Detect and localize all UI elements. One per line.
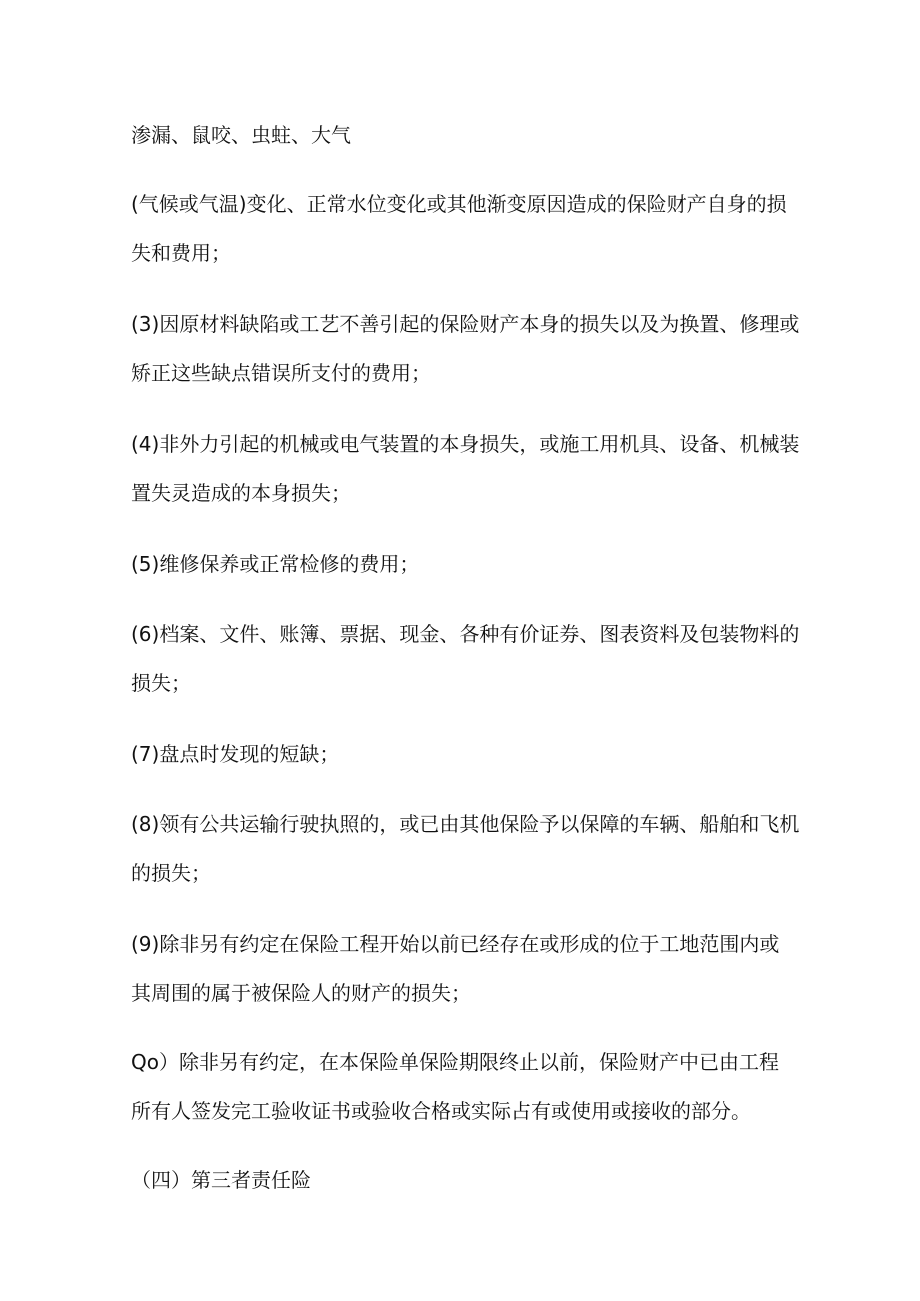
text-line: 其周围的属于被保险人的财产的损失； (131, 981, 471, 1005)
text-line: (9)除非另有约定在保险工程开始以前已经存在或形成的位于工地范围内或 (131, 932, 780, 956)
text-line: 矫正这些缺点错误所支付的费用； (131, 361, 431, 385)
text-line: 损失； (131, 671, 191, 695)
text-line: 失和费用； (131, 241, 231, 265)
text-line: 所有人签发完工验收证书或验收合格或实际占有或使用或接收的部分。 (131, 1099, 751, 1123)
text-line: (气候或气温)变化、正常水位变化或其他渐变原因造成的保险财产自身的损 (131, 192, 787, 216)
text-line: (5)维修保养或正常检修的费用； (131, 552, 420, 576)
section-heading: （四）第三者责任险 (131, 1168, 311, 1192)
text-line: (4)非外力引起的机械或电气装置的本身损失，或施工用机具、设备、机械装 (131, 432, 800, 456)
text-line: (7)盘点时发现的短缺； (131, 742, 340, 766)
text-line: (8)领有公共运输行驶执照的，或已由其他保险予以保障的车辆、船舶和飞机 (131, 812, 800, 836)
text-line: 的损失； (131, 861, 211, 885)
text-line: (6)档案、文件、账簿、票据、现金、各种有价证券、图表资料及包装物料的 (131, 622, 800, 646)
text-line: 渗漏、鼠咬、虫蛀、大气 (131, 123, 351, 147)
text-line: 置失灵造成的本身损失； (131, 481, 351, 505)
text-line: (3)因原材料缺陷或工艺不善引起的保险财产本身的损失以及为换置、修理或 (131, 312, 800, 336)
text-line: Qo）除非另有约定，在本保险单保险期限终止以前，保险财产中已由工程 (131, 1050, 779, 1074)
